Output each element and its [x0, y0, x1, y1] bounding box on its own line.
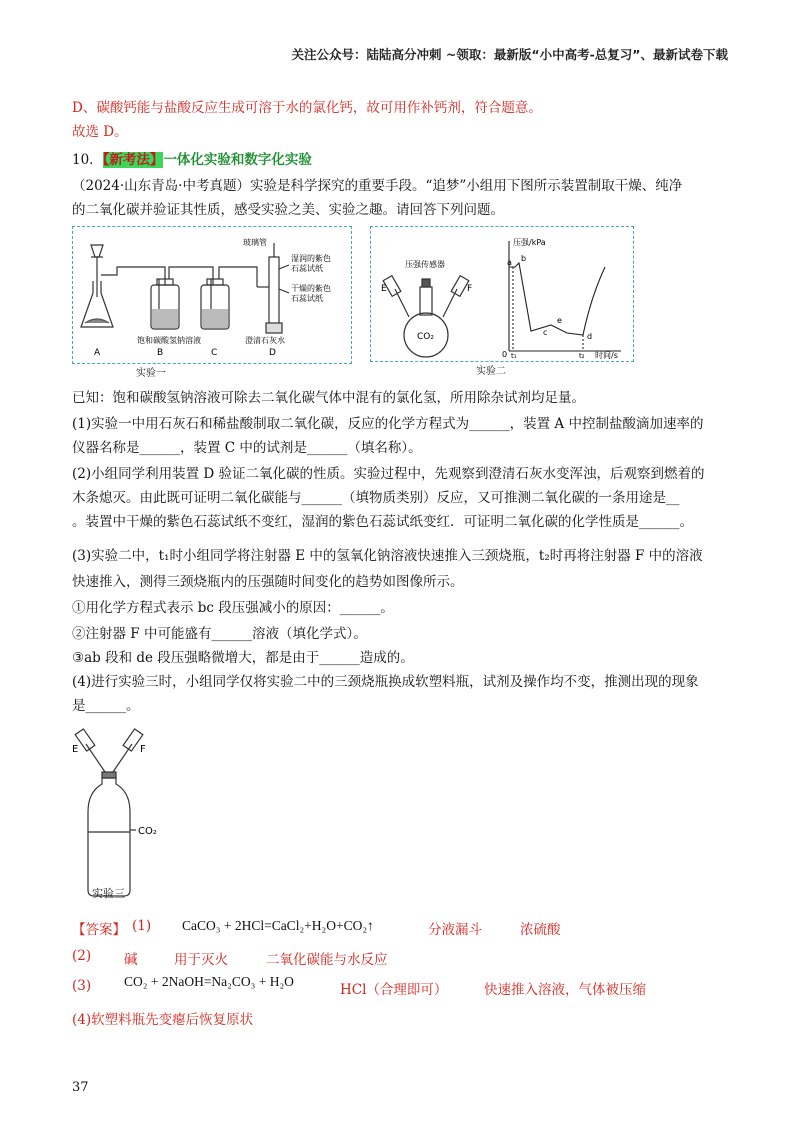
- point-c: c: [543, 328, 548, 337]
- new-method-tag: 【新考法】: [102, 152, 164, 168]
- page-header: 关注公众号：陆陆高分冲刺 ~领取：最新版“小中高考-总复习”、最新试卷下载: [291, 47, 728, 62]
- syringe-f-label: F: [467, 284, 473, 294]
- label-b: B: [157, 348, 164, 358]
- answer-1-reagent: 浓硫酸: [520, 922, 561, 938]
- syringe-e-label: E: [72, 744, 79, 755]
- page-number: 37: [72, 1080, 89, 1095]
- sensor-label: 压强传感器: [405, 260, 445, 269]
- answer-2-use: 用于灭火: [174, 952, 228, 968]
- apparatus-3-diagram: [72, 722, 192, 908]
- apparatus-1-diagram: [73, 227, 351, 363]
- part-3-sub-1: ①用化学方程式表示 bc 段压强减小的原因：______。: [72, 600, 394, 616]
- answer-label: 【答案】: [72, 922, 126, 938]
- figure-experiment-2: [370, 226, 634, 362]
- co2-label: CO₂: [417, 332, 434, 342]
- question-number: 10．: [72, 152, 103, 168]
- figure-experiment-3: [72, 722, 192, 908]
- answer-2-class: 碱: [124, 952, 138, 968]
- part-4-line-1: (4)进行实验三时，小组同学仅将实验二中的三颈烧瓶换成软塑料瓶，试剂及操作均不变，推测出现的现象: [72, 674, 699, 690]
- answer-3-reason: 快速推入溶液，气体被压缩: [484, 982, 646, 998]
- label-d: D: [269, 348, 276, 358]
- figure-3-caption: 实验三: [92, 887, 125, 900]
- answer-3-equation: CO₂ + 2NaOH=Na₂CO₃ + H₂O: [124, 974, 294, 989]
- wet-paper-label-1: 湿润的紫色: [291, 254, 331, 263]
- origin-label: 0: [502, 350, 508, 359]
- figure-experiment-1: [72, 226, 352, 364]
- answer-1-equation: CaCO₃ + 2HCl=CaCl₂+H₂O+CO₂↑: [182, 918, 374, 933]
- part-4-line-2: 是______。: [72, 698, 140, 714]
- part-3-line-1: (3)实验二中，t₁时小组同学将注射器 E 中的氢氧化钠溶液快速推入三颈烧瓶，t₂时再将注射器 F 中的溶液: [72, 548, 703, 564]
- known-info: 已知：饱和碳酸氢钠溶液可除去二氧化碳气体中混有的氯化氢，所用除杂试剂均足量。: [72, 390, 585, 406]
- syringe-f-label: F: [140, 744, 146, 755]
- intro-line-1: （2024·山东青岛·中考真题）实验是科学探究的重要手段。“追梦”小组用下图所示装置制取干燥、纯净: [72, 178, 683, 194]
- part-3-line-2: 快速推入，测得三颈烧瓶内的压强随时间变化的趋势如图像所示。: [72, 574, 464, 590]
- question-10-title: [72, 150, 312, 170]
- part-1-line-2: 仪器名称是______，装置 C 中的试剂是______（填名称）。: [72, 440, 422, 456]
- t1-label: t₁: [511, 352, 517, 360]
- answer-1-number: (1): [132, 918, 152, 934]
- part-2-line-3: 。装置中干燥的紫色石蕊试纸不变红，湿润的紫色石蕊试纸变红．可证明二氧化碳的化学性质是______。: [72, 514, 693, 530]
- answer-3-solution: HCl（合理即可）: [340, 982, 448, 998]
- point-e: e: [557, 316, 562, 325]
- point-d: d: [587, 332, 593, 341]
- prev-option-d: D、碳酸钙能与盐酸反应生成可溶于水的氯化钙，故可用作补钙剂，符合题意。: [72, 100, 542, 116]
- syringe-e-label: E: [381, 284, 387, 294]
- label-c: C: [211, 348, 218, 358]
- answer-1-instrument: 分液漏斗: [428, 922, 482, 938]
- nahco3-label: 饱和碳酸氢钠溶液: [137, 336, 201, 345]
- prev-choice: 故选 D。: [72, 124, 128, 140]
- answer-4: (4)软塑料瓶先变瘪后恢复原状: [72, 1012, 254, 1028]
- intro-line-2: 的二氧化碳并验证其性质，感受实验之美、实验之趣。请回答下列问题。: [72, 202, 504, 218]
- soft-plastic-bottle: [88, 778, 130, 896]
- figure-2-caption: 实验二: [476, 366, 506, 377]
- x-axis-label: 时间/s: [595, 351, 618, 360]
- tag-text: 一体化实验和数字化实验: [163, 152, 312, 168]
- point-b: b: [521, 254, 527, 263]
- glass-tube-d: [269, 257, 279, 327]
- figure-1-caption: 实验一: [136, 368, 166, 379]
- label-a: A: [94, 348, 101, 358]
- part-3-sub-3: ③ab 段和 de 段压强略微增大，都是由于______造成的。: [72, 650, 414, 666]
- dry-paper-label-1: 干燥的紫色: [291, 284, 331, 293]
- glass-tube-label: 玻璃管: [243, 238, 267, 247]
- part-3-sub-2: ②注射器 F 中可能盛有______溶液（填化学式）。: [72, 626, 367, 642]
- answer-2-property: 二氧化碳能与水反应: [266, 952, 388, 968]
- y-axis-label: 压强/kPa: [513, 238, 546, 247]
- dry-paper-label-2: 石蕊试纸: [291, 294, 323, 303]
- part-1-line-1: (1)实验一中用石灰石和稀盐酸制取二氧化碳，反应的化学方程式为______，装置 A 中控制盐酸滴加速率的: [72, 416, 704, 432]
- separatory-funnel: [91, 245, 103, 257]
- wet-paper-label-2: 石蕊试纸: [291, 264, 323, 273]
- part-2-line-1: (2)小组同学利用装置 D 验证二氧化碳的性质。实验过程中，先观察到澄清石灰水变浑浊，后观察到燃着的: [72, 466, 705, 482]
- point-a: a: [507, 258, 512, 267]
- part-2-line-2: 木条熄灭。由此既可证明二氧化碳能与______（填物质类别）反应，又可推测二氧化碳的一条用途是__: [72, 490, 680, 506]
- co2-label: CO₂: [138, 826, 157, 837]
- t2-label: t₂: [579, 352, 585, 360]
- apparatus-2-diagram: [371, 227, 633, 361]
- answer-3-number: (3): [72, 978, 92, 994]
- limewater-label: 澄清石灰水: [245, 336, 285, 345]
- answer-2-number: (2): [72, 948, 92, 964]
